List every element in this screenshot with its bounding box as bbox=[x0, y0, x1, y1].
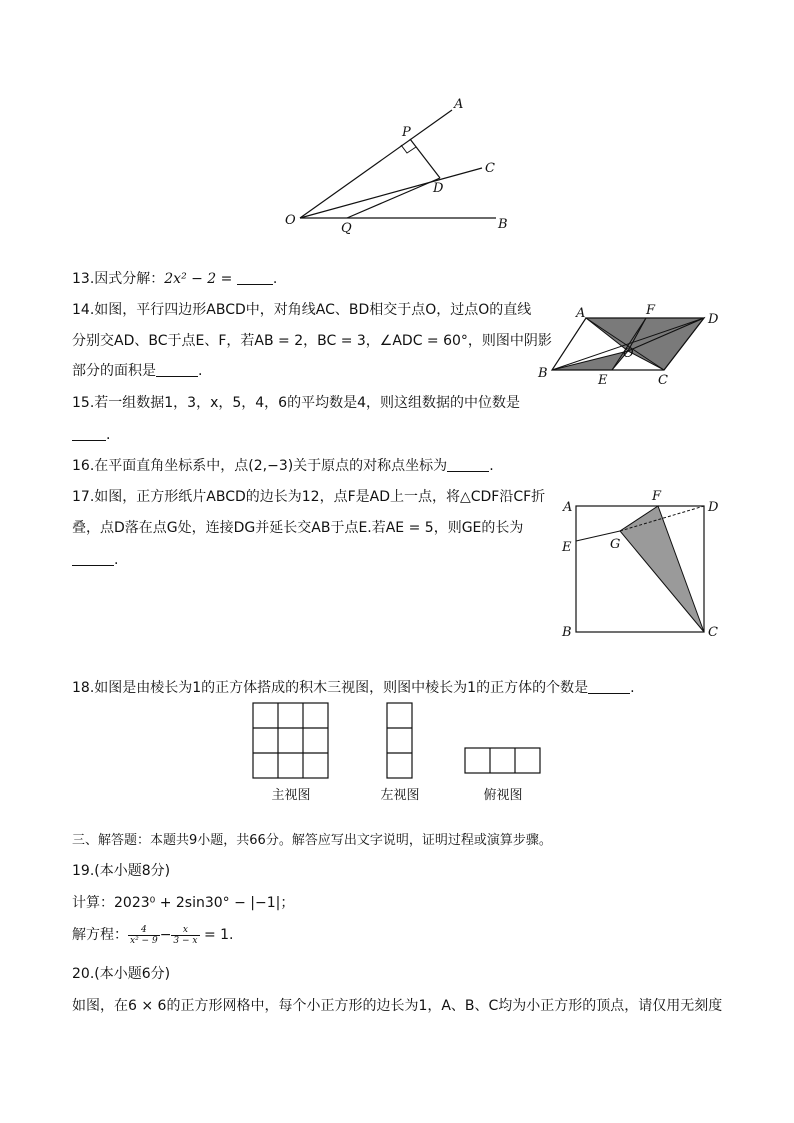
segment-QD bbox=[347, 178, 440, 218]
label-A: A bbox=[454, 97, 464, 112]
label-Q: Q bbox=[341, 221, 352, 236]
label-D: D bbox=[433, 181, 444, 196]
segment-PD bbox=[410, 139, 440, 178]
question-17-line1: 17.如图，正方形纸片ABCD的边长为12，点F是AD上一点，将△CDF沿CF折 bbox=[72, 489, 546, 505]
label-D: D bbox=[708, 312, 719, 327]
triangle-CGF bbox=[620, 506, 704, 632]
q16-answer-blank bbox=[447, 457, 489, 472]
label-E: E bbox=[598, 373, 608, 388]
q19-solve-prefix: 解方程： bbox=[72, 927, 128, 943]
label-F: F bbox=[646, 303, 656, 318]
label-D: D bbox=[708, 500, 719, 515]
label-C: C bbox=[485, 161, 495, 176]
q13-answer-blank bbox=[237, 270, 273, 285]
q19-solve-suffix: = 1. bbox=[199, 927, 234, 943]
label-F: F bbox=[652, 489, 662, 504]
q18-answer-blank bbox=[588, 679, 630, 694]
question-20-header: 20.(本小题6分) bbox=[72, 966, 171, 982]
q18-end: . bbox=[630, 680, 635, 696]
label-A: A bbox=[563, 500, 573, 515]
question-19-calc: 计算：2023⁰ + 2sin30° − |−1|； bbox=[72, 895, 295, 911]
left-view bbox=[386, 702, 414, 780]
q14-answer-blank bbox=[156, 362, 198, 377]
label-A: A bbox=[576, 306, 586, 321]
q19-fraction-1: $\frac{4}{\text{x² − 9}}$ bbox=[130, 924, 158, 946]
label-E: E bbox=[562, 540, 572, 555]
label-G: G bbox=[610, 537, 621, 552]
parallelogram-figure bbox=[534, 300, 730, 392]
question-17-line3 bbox=[72, 551, 118, 569]
ray-OC bbox=[300, 168, 482, 218]
section-3-heading: 三、解答题：本题共9小题，共66分。解答应写出文字说明，证明过程或演算步骤。 bbox=[72, 833, 552, 848]
q13-end: . bbox=[272, 271, 278, 287]
angle-figure bbox=[270, 90, 530, 240]
question-17-line2: 叠，点D落在点G处，连接DG并延长交AB于点E.若AE = 5，则GE的长为 bbox=[72, 520, 524, 536]
q15-answer-blank bbox=[72, 426, 106, 441]
question-15-line1: 15.若一组数据1，3，x，5，4，6的平均数是4，则这组数据的中位数是 bbox=[72, 395, 520, 411]
shaded-triangle-bottom bbox=[552, 351, 628, 370]
q16-end: . bbox=[489, 458, 494, 474]
label-C: C bbox=[708, 625, 718, 640]
question-19-solve bbox=[72, 924, 234, 946]
label-P: P bbox=[402, 125, 411, 140]
q14-end: . bbox=[198, 363, 203, 379]
folded-square-figure bbox=[556, 486, 732, 646]
label-B: B bbox=[498, 217, 508, 232]
right-angle-mark bbox=[401, 145, 416, 153]
question-14-line2: 分别交AD、BC于点E、F，若AB = 2，BC = 3，∠ADC = 60°，则图中阴影 bbox=[72, 333, 552, 349]
label-O: O bbox=[623, 346, 634, 361]
question-16 bbox=[72, 457, 494, 475]
q17-answer-blank bbox=[72, 551, 114, 566]
top-view bbox=[464, 747, 542, 775]
question-18 bbox=[72, 679, 635, 697]
q15-end: . bbox=[106, 427, 111, 443]
question-13 bbox=[72, 270, 277, 288]
left-view-label: 左视图 bbox=[380, 788, 420, 803]
question-14-line1: 14.如图，平行四边形ABCD中，对角线AC、BD相交于点O，过点O的直线 bbox=[72, 302, 532, 318]
front-view bbox=[252, 702, 330, 780]
question-14-line3 bbox=[72, 362, 202, 380]
q13-expression: 2x² − 2 = bbox=[164, 271, 237, 287]
q16-prefix: 16.在平面直角坐标系中，点(2,−3)关于原点的对称点坐标为 bbox=[72, 458, 448, 474]
question-20-text: 如图，在6 × 6的正方形网格中，每个小正方形的边长为1，A、B、C均为小正方形的顶点，请仅用无刻度 bbox=[72, 998, 723, 1014]
question-15-line2 bbox=[72, 426, 110, 444]
q18-text: 18.如图是由棱长为1的正方体搭成的积木三视图，则图中棱长为1的正方体的个数是 bbox=[72, 680, 589, 696]
label-C: C bbox=[658, 373, 668, 388]
q13-prefix: 13.因式分解： bbox=[72, 271, 165, 287]
front-view-label: 主视图 bbox=[271, 788, 311, 803]
question-19-header: 19.(本小题8分) bbox=[72, 863, 171, 879]
q19-minus: − bbox=[159, 927, 172, 943]
label-O: O bbox=[285, 213, 296, 228]
q17-end: . bbox=[114, 552, 119, 568]
q14-line3-prefix: 部分的面积是 bbox=[72, 363, 156, 379]
top-view-label: 俯视图 bbox=[483, 788, 523, 803]
q19-fraction-2: $\frac{x}{3 - x}$ bbox=[173, 924, 198, 946]
label-B: B bbox=[562, 625, 572, 640]
label-B: B bbox=[538, 366, 548, 381]
